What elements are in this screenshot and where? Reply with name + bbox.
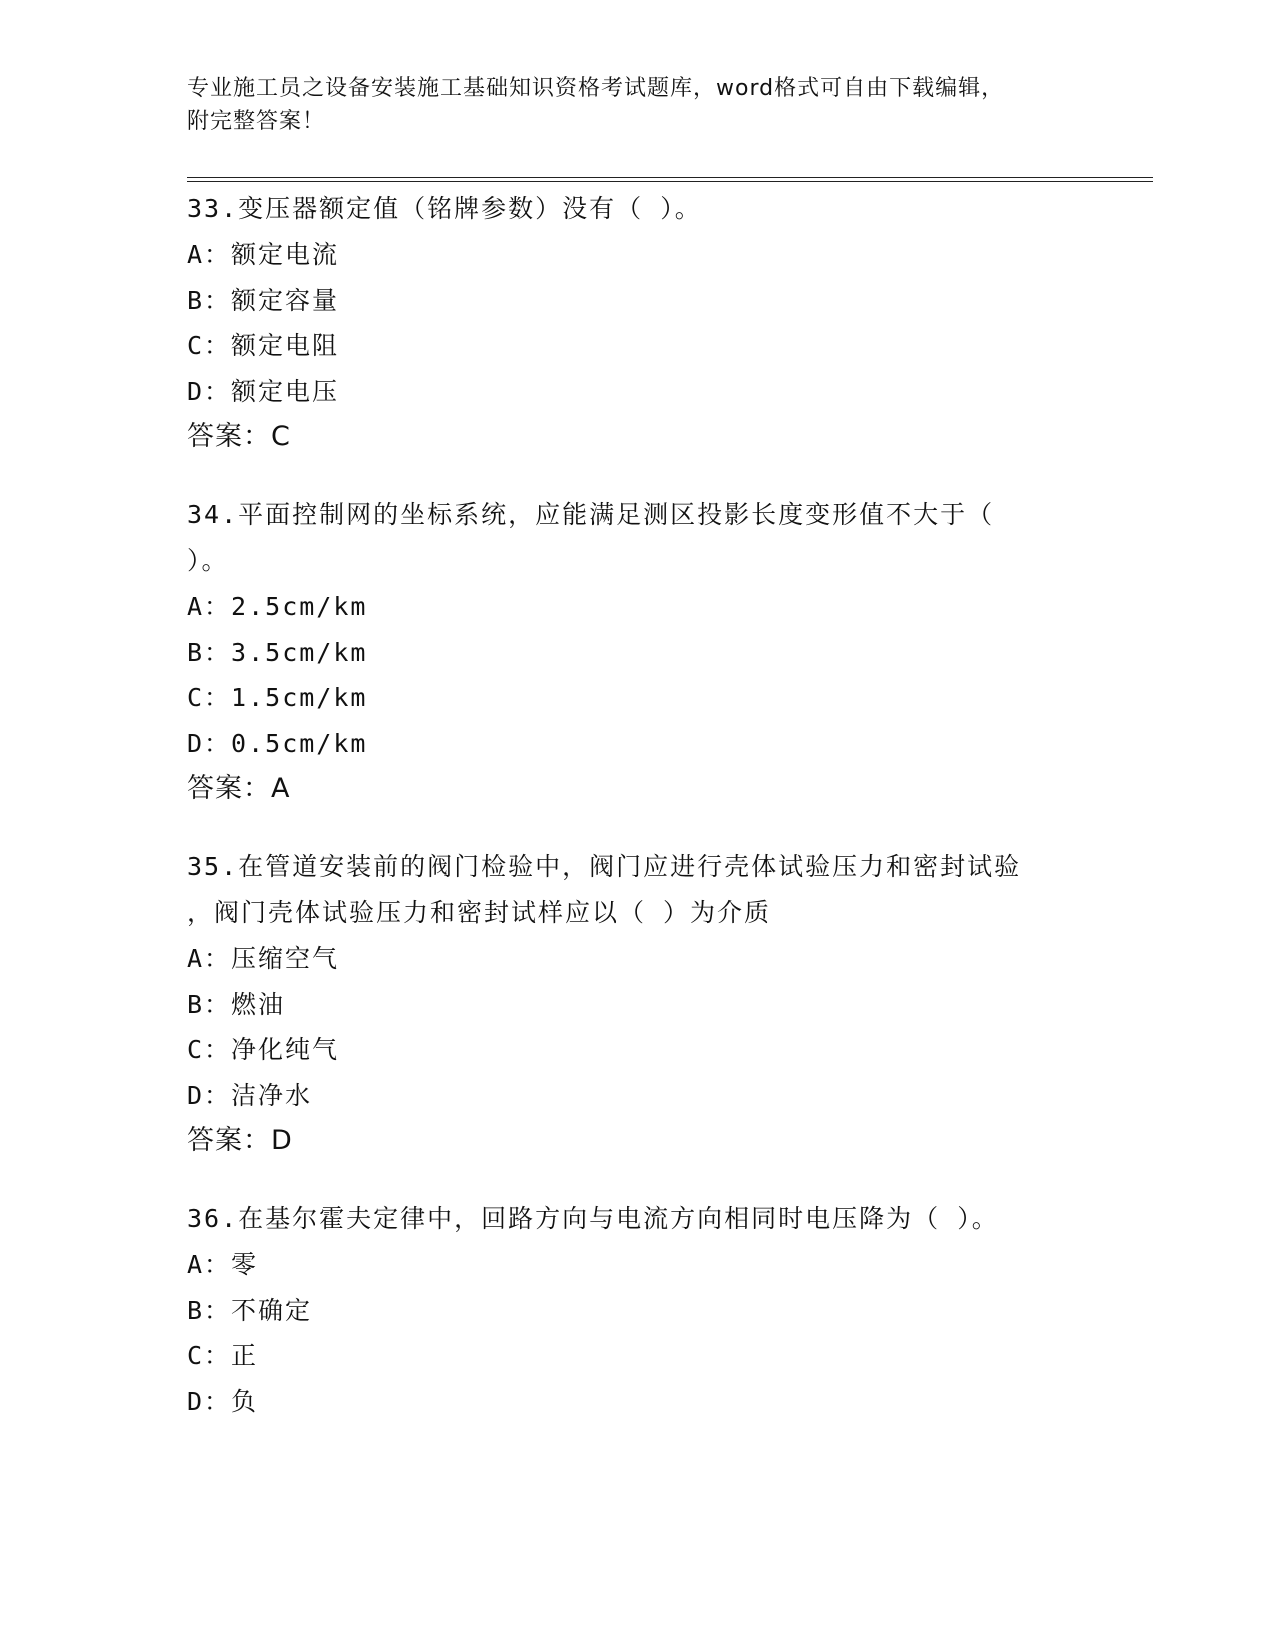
question-35 bbox=[187, 844, 1077, 1164]
question-stem: 36.在基尔霍夫定律中，回路方向与电流方向相同时电压降为（ ）。 bbox=[187, 1204, 999, 1233]
header-line-2: 附完整答案！ bbox=[187, 109, 326, 134]
header-divider-top bbox=[187, 177, 1153, 178]
option-a: A：2.5cm/km bbox=[187, 592, 368, 621]
option-c: C：净化纯气 bbox=[187, 1035, 340, 1064]
question-34 bbox=[187, 492, 1077, 812]
question-list bbox=[187, 186, 1077, 1456]
option-d: D：0.5cm/km bbox=[187, 728, 368, 758]
option-a: A：零 bbox=[187, 1250, 259, 1279]
answer-line: 答案：C bbox=[187, 421, 291, 452]
option-b: B：额定容量 bbox=[187, 285, 340, 315]
header-line-1: 专业施工员之设备安装施工基础知识资格考试题库，word格式可自由下载编辑， bbox=[187, 76, 1005, 101]
option-d: D：洁净水 bbox=[187, 1080, 313, 1110]
option-c: C：正 bbox=[187, 1341, 259, 1370]
option-a: A：压缩空气 bbox=[187, 944, 340, 973]
question-36 bbox=[187, 1196, 1077, 1424]
option-b: B：燃油 bbox=[187, 989, 286, 1019]
question-stem: 33.变压器额定值（铭牌参数）没有（ ）。 bbox=[187, 194, 702, 223]
question-stem-continued: ，阀门壳体试验压力和密封试样应以（ ）为介质 bbox=[187, 898, 772, 927]
option-d: D：额定电压 bbox=[187, 376, 340, 406]
question-33 bbox=[187, 186, 1077, 460]
answer-line: 答案：D bbox=[187, 1125, 293, 1156]
answer-line: 答案：A bbox=[187, 773, 291, 804]
header-divider-bottom bbox=[187, 181, 1153, 182]
document-header bbox=[187, 72, 1087, 138]
question-stem: 35.在管道安装前的阀门检验中，阀门应进行壳体试验压力和密封试验 bbox=[187, 852, 1022, 881]
option-a: A：额定电流 bbox=[187, 240, 340, 269]
option-b: B：3.5cm/km bbox=[187, 637, 368, 667]
option-c: C：额定电阻 bbox=[187, 331, 340, 360]
option-d: D：负 bbox=[187, 1386, 259, 1416]
option-b: B：不确定 bbox=[187, 1295, 313, 1325]
option-c: C：1.5cm/km bbox=[187, 683, 368, 712]
question-stem-continued: ）。 bbox=[187, 546, 229, 575]
question-stem: 34.平面控制网的坐标系统，应能满足测区投影长度变形值不大于（ bbox=[187, 500, 995, 529]
